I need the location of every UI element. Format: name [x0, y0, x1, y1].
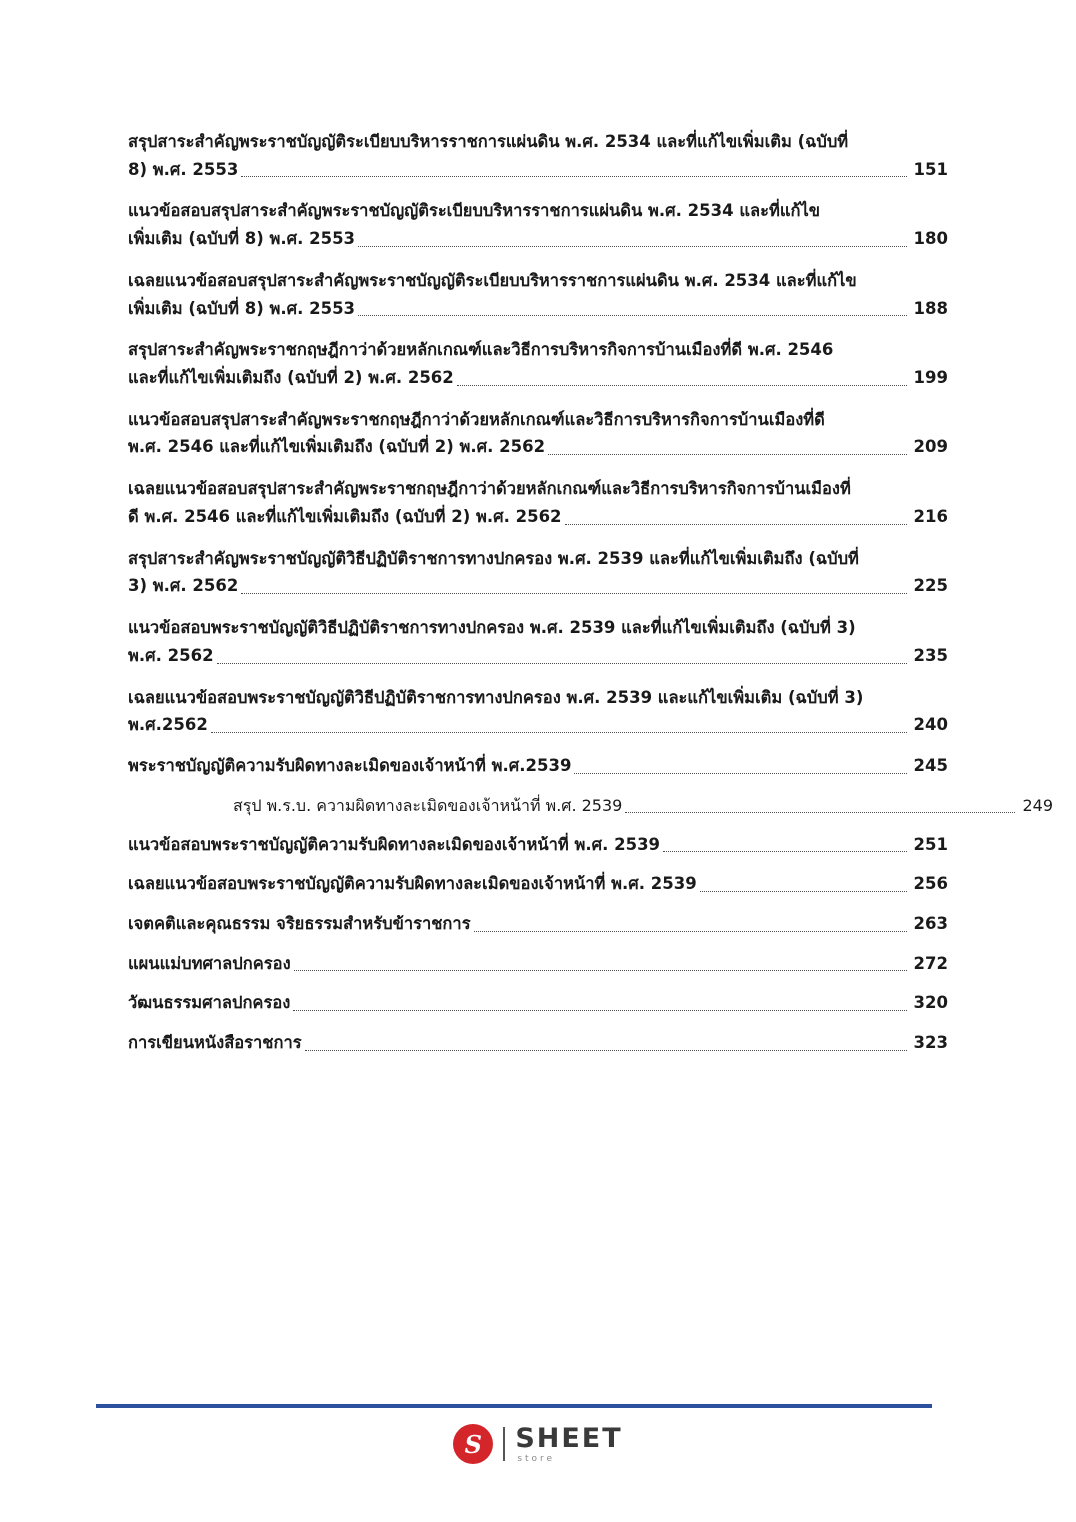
toc-leader-dots [625, 811, 1015, 813]
toc-entry-title-line1: แนวข้อสอบสรุปสาระสำคัญพระราชบัญญัติระเบียบบริหารราชการแผ่นดิน พ.ศ. 2534 และที่แก้ไข [128, 201, 821, 221]
sheet-store-logo-icon [453, 1424, 493, 1464]
toc-entry-title-line1: เฉลยแนวข้อสอบสรุปสาระสำคัญพระราชกฤษฎีกาว่าด้วยหลักเกณฑ์และวิธีการบริหารกิจการบ้านเมืองที่ [128, 479, 851, 499]
toc-entry-title: เฉลยแนวข้อสอบพระราชบัญญัติความรับผิดทางละเมิดของเจ้าหน้าที่ พ.ศ. 2539 [128, 874, 697, 894]
toc-page-number: 180 [913, 229, 948, 249]
toc-entry-title-line2: พ.ศ. 2562 [128, 645, 214, 665]
toc-leader-dots [574, 772, 906, 774]
toc-entry[interactable] [128, 336, 948, 391]
toc-entry-title-line2: ดี พ.ศ. 2546 และที่แก้ไขเพิ่มเติมถึง (ฉบับที่ 2) พ.ศ. 2562 [128, 506, 562, 526]
toc-page-number: 245 [913, 755, 948, 775]
toc-leader-dots [217, 662, 907, 664]
toc-entry-title-line2: 8) พ.ศ. 2553 [128, 159, 239, 179]
toc-entry[interactable] [128, 753, 948, 780]
toc-entry-title-line2: เพิ่มเติม (ฉบับที่ 8) พ.ศ. 2553 [128, 298, 356, 318]
toc-entry-title-line1: สรุปสาระสำคัญพระราชบัญญัติวิธีปฏิบัติราชการทางปกครอง พ.ศ. 2539 และที่แก้ไขเพิ่มเติมถึง (ฉบับที่ [128, 548, 859, 568]
toc-entry[interactable] [128, 475, 948, 530]
toc-leader-dots [305, 1049, 907, 1051]
toc-leader-dots [663, 850, 907, 852]
logo-wordmark [515, 1422, 623, 1464]
toc-entry[interactable] [128, 197, 948, 252]
toc-page-number: 240 [913, 715, 948, 735]
logo-main-text: SHEET [515, 1422, 623, 1454]
toc-page-number: 323 [913, 1033, 948, 1053]
toc-page-number: 235 [913, 645, 948, 665]
toc-entry[interactable] [128, 832, 948, 859]
toc-entry[interactable] [128, 793, 1053, 819]
toc-entry[interactable] [128, 406, 948, 461]
toc-page-number: 256 [913, 874, 948, 894]
toc-page-number: 209 [913, 437, 948, 457]
toc-entry[interactable] [128, 614, 948, 669]
toc-entry-title: พระราชบัญญัติความรับผิดทางละเมิดของเจ้าหน้าที่ พ.ศ.2539 [128, 755, 572, 775]
toc-entry[interactable] [128, 545, 948, 600]
toc-entry-title-line2: 3) พ.ศ. 2562 [128, 576, 239, 596]
table-of-contents [128, 128, 1053, 1070]
toc-entry-title-line1: สรุปสาระสำคัญพระราชบัญญัติระเบียบบริหารราชการแผ่นดิน พ.ศ. 2534 และที่แก้ไขเพิ่มเติม (ฉบับที่ [128, 132, 849, 151]
toc-entry-title: แนวข้อสอบพระราชบัญญัติความรับผิดทางละเมิดของเจ้าหน้าที่ พ.ศ. 2539 [128, 834, 661, 854]
toc-page-number: 199 [913, 368, 948, 388]
toc-leader-dots [474, 930, 907, 932]
toc-page-number: 272 [913, 953, 948, 973]
toc-entry-title: แผนแม่บทศาลปกครอง [128, 953, 291, 973]
logo-divider [503, 1427, 505, 1461]
toc-entry-title-line1: แนวข้อสอบสรุปสาระสำคัญพระราชกฤษฎีกาว่าด้วยหลักเกณฑ์และวิธีการบริหารกิจการบ้านเมืองที่ดี [128, 409, 825, 429]
toc-page-number: 263 [913, 914, 948, 933]
footer-divider [96, 1404, 932, 1408]
toc-page-number: 216 [913, 506, 948, 526]
toc-leader-dots [358, 245, 907, 247]
toc-page-number: 320 [913, 993, 948, 1013]
toc-entry-title-line1: แนวข้อสอบพระราชบัญญัติวิธีปฏิบัติราชการทางปกครอง พ.ศ. 2539 และที่แก้ไขเพิ่มเติมถึง (ฉบับที่ 3) [128, 618, 856, 638]
toc-leader-dots [457, 384, 907, 386]
toc-entry[interactable] [128, 990, 948, 1017]
toc-page-number: 151 [913, 159, 948, 179]
toc-entry-title-line2: และที่แก้ไขเพิ่มเติมถึง (ฉบับที่ 2) พ.ศ. 2562 [128, 368, 454, 388]
toc-entry-title-line2: พ.ศ.2562 [128, 715, 208, 735]
toc-entry[interactable] [128, 911, 948, 938]
toc-page-number: 251 [913, 834, 948, 854]
toc-entry-title-line1: สรุปสาระสำคัญพระราชกฤษฎีกาว่าด้วยหลักเกณฑ์และวิธีการบริหารกิจการบ้านเมืองที่ดี พ.ศ. 2546 [128, 340, 834, 360]
toc-entry[interactable] [128, 951, 948, 978]
toc-entry[interactable] [128, 684, 948, 739]
toc-page-number: 225 [913, 576, 948, 596]
toc-entry[interactable] [128, 871, 948, 898]
toc-entry-title: เจตคติและคุณธรรม จริยธรรมสำหรับข้าราชการ [128, 914, 471, 933]
footer-logo [0, 1424, 1076, 1464]
toc-entry[interactable] [128, 1030, 948, 1057]
toc-leader-dots [241, 175, 906, 177]
toc-entry-title-line1: เฉลยแนวข้อสอบสรุปสาระสำคัญพระราชบัญญัติระเบียบบริหารราชการแผ่นดิน พ.ศ. 2534 และที่แก้ไข [128, 270, 857, 290]
toc-entry-title: การเขียนหนังสือราชการ [128, 1033, 302, 1053]
toc-entry-title: สรุป พ.ร.บ. ความผิดทางละเมิดของเจ้าหน้าที่ พ.ศ. 2539 [233, 795, 623, 815]
toc-page-number: 249 [1022, 795, 1053, 815]
toc-entry-title-line2: พ.ศ. 2546 และที่แก้ไขเพิ่มเติมถึง (ฉบับที่ 2) พ.ศ. 2562 [128, 437, 546, 457]
toc-leader-dots [565, 523, 907, 525]
toc-leader-dots [211, 731, 907, 733]
toc-leader-dots [293, 1009, 906, 1011]
toc-entry-title-line1: เฉลยแนวข้อสอบพระราชบัญญัติวิธีปฏิบัติราชการทางปกครอง พ.ศ. 2539 และแก้ไขเพิ่มเติม (ฉบับที่ 3) [128, 687, 864, 707]
toc-entry[interactable] [128, 128, 948, 183]
logo-sub-text: store [517, 1453, 556, 1464]
toc-leader-dots [548, 453, 906, 455]
toc-entry-title: วัฒนธรรมศาลปกครอง [128, 993, 291, 1013]
toc-leader-dots [241, 592, 906, 594]
toc-leader-dots [700, 890, 907, 892]
toc-entry-title-line2: เพิ่มเติม (ฉบับที่ 8) พ.ศ. 2553 [128, 229, 356, 249]
toc-leader-dots [294, 969, 907, 971]
toc-leader-dots [358, 314, 907, 316]
toc-entry[interactable] [128, 267, 948, 322]
logo-mark-letter: S [464, 1429, 482, 1459]
toc-page-number: 188 [913, 298, 948, 318]
